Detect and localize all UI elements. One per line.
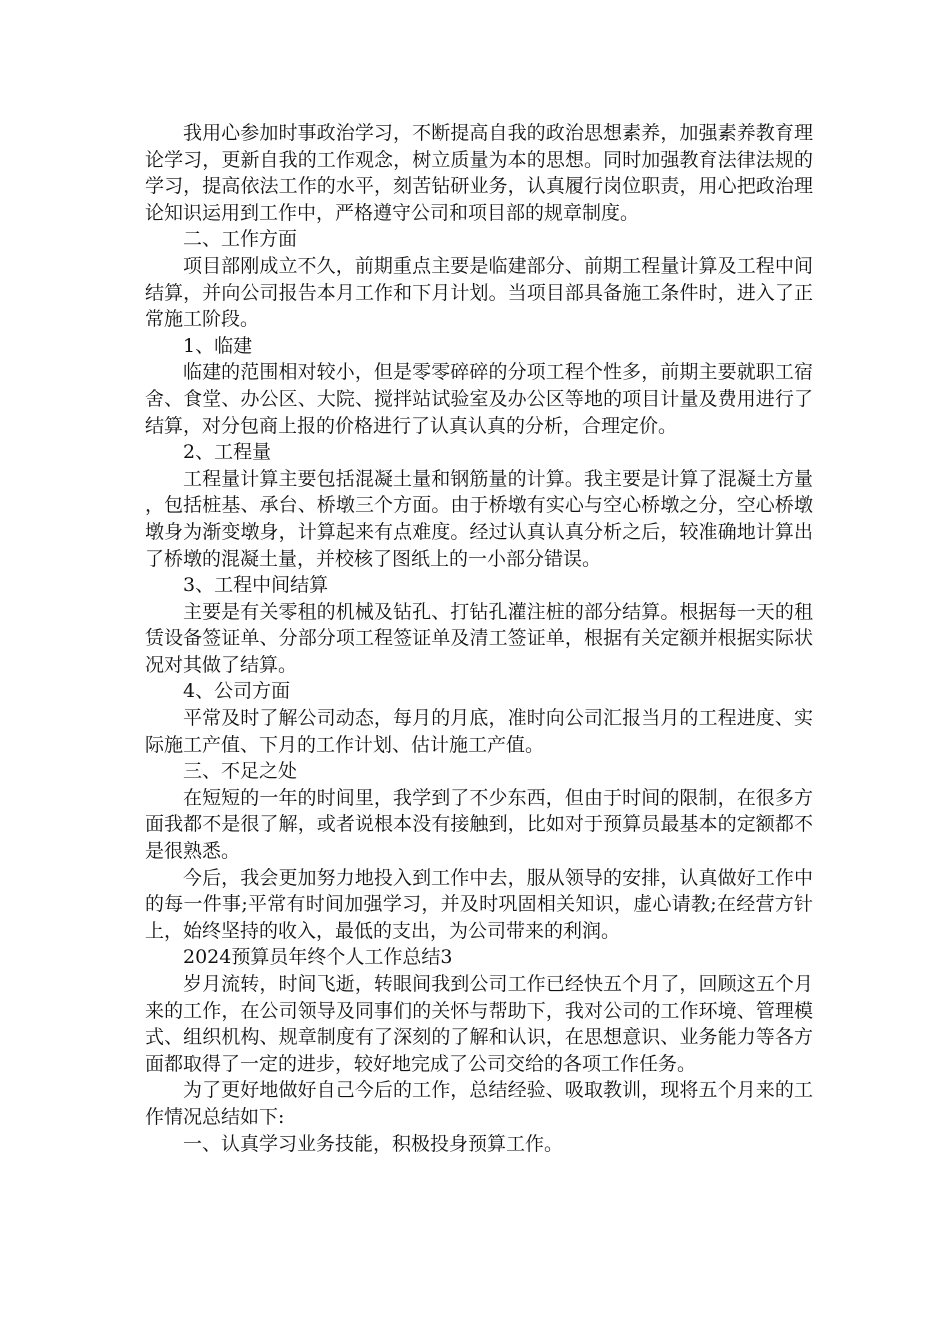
heading-quantities: 2、工程量 (183, 441, 272, 464)
section-title-summary-3: 2024预算员年终个人工作总结3 (183, 946, 453, 969)
paragraph-political-study: 我用心参加时事政治学习，不断提高自我的政治思想素养，加强素养教育理论学习，更新自我的工作观念，树立质量为本的思想。同时加强教育法律法规的学习，提高依法工作的水平，刻苦钻研业务，认真履行岗位职责，用心把政治理论知识运用到工作中，严格遵守公司和项目部的规章制度。 (145, 122, 813, 224)
paragraph-future-plans: 今后，我会更加努力地投入到工作中去，服从领导的安排，认真做好工作中的每一件事;平常有时间加强学习，并及时巩固相关知识，虚心请教;在经营方针上，始终坚持的收入，最低的支出，为公司带来的利润。 (145, 866, 813, 942)
paragraph-quantities: 工程量计算主要包括混凝土量和钢筋量的计算。我主要是计算了混凝土方量，包括桩基、承台、桥墩三个方面。由于桥墩有实心与空心桥墩之分，空心桥墩墩身为渐变墩身，计算起来有点难度。经过认真认真分析之后，较准确地计算出了桥墩的混凝土量，并校核了图纸上的一小部分错误。 (145, 467, 813, 570)
paragraph-project-intro: 项目部刚成立不久，前期重点主要是临建部分、前期工程量计算及工程中间结算，并向公司报告本月工作和下月计划。当项目部具备施工条件时，进入了正常施工阶段。 (145, 254, 813, 331)
paragraph-temporary-works: 临建的范围相对较小，但是零零碎碎的分项工程个性多，前期主要就职工宿舍、食堂、办公区、大院、搅拌站试验室及办公区等地的项目计量及费用进行了结算，对分包商上报的价格进行了认真认真的分析，合理定价。 (145, 361, 813, 437)
heading-learn-skills: 一、认真学习业务技能，积极投身预算工作。 (183, 1132, 564, 1155)
heading-work-aspects: 二、工作方面 (183, 228, 298, 251)
heading-temporary-works: 1、临建 (183, 334, 253, 357)
heading-interim-settlement: 3、工程中间结算 (183, 574, 329, 597)
heading-shortcomings: 三、不足之处 (183, 760, 298, 783)
paragraph-interim-settlement: 主要是有关零租的机械及钻孔、打钻孔灌注桩的部分结算。根据每一天的租赁设备签证单、分部分项工程签证单及清工签证单，根据有关定额并根据实际状况对其做了结算。 (145, 600, 813, 676)
paragraph-company-aspects: 平常及时了解公司动态，每月的月底，准时向公司汇报当月的工程进度、实际施工产值、下月的工作计划、估计施工产值。 (145, 707, 813, 756)
paragraph-shortcomings: 在短短的一年的时间里，我学到了不少东西，但由于时间的限制，在很多方面我都不是很了解，或者说根本没有接触到，比如对于预算员最基本的定额都不是很熟悉。 (145, 786, 813, 863)
document-body (145, 120, 813, 1157)
heading-company-aspects: 4、公司方面 (183, 680, 291, 703)
paragraph-five-months-review: 岁月流转，时间飞逝，转眼间我到公司工作已经快五个月了，回顾这五个月来的工作，在公司领导及同事们的关怀与帮助下，我对公司的工作环境、管理模式、组织机构、规章制度有了深刻的了解和认识，在思想意识、业务能力等各方面都取得了一定的进步，较好地完成了公司交给的各项工作任务。 (145, 973, 813, 1075)
paragraph-summary-intro: 为了更好地做好自己今后的工作，总结经验、吸取教训，现将五个月来的工作情况总结如下: (145, 1079, 813, 1128)
